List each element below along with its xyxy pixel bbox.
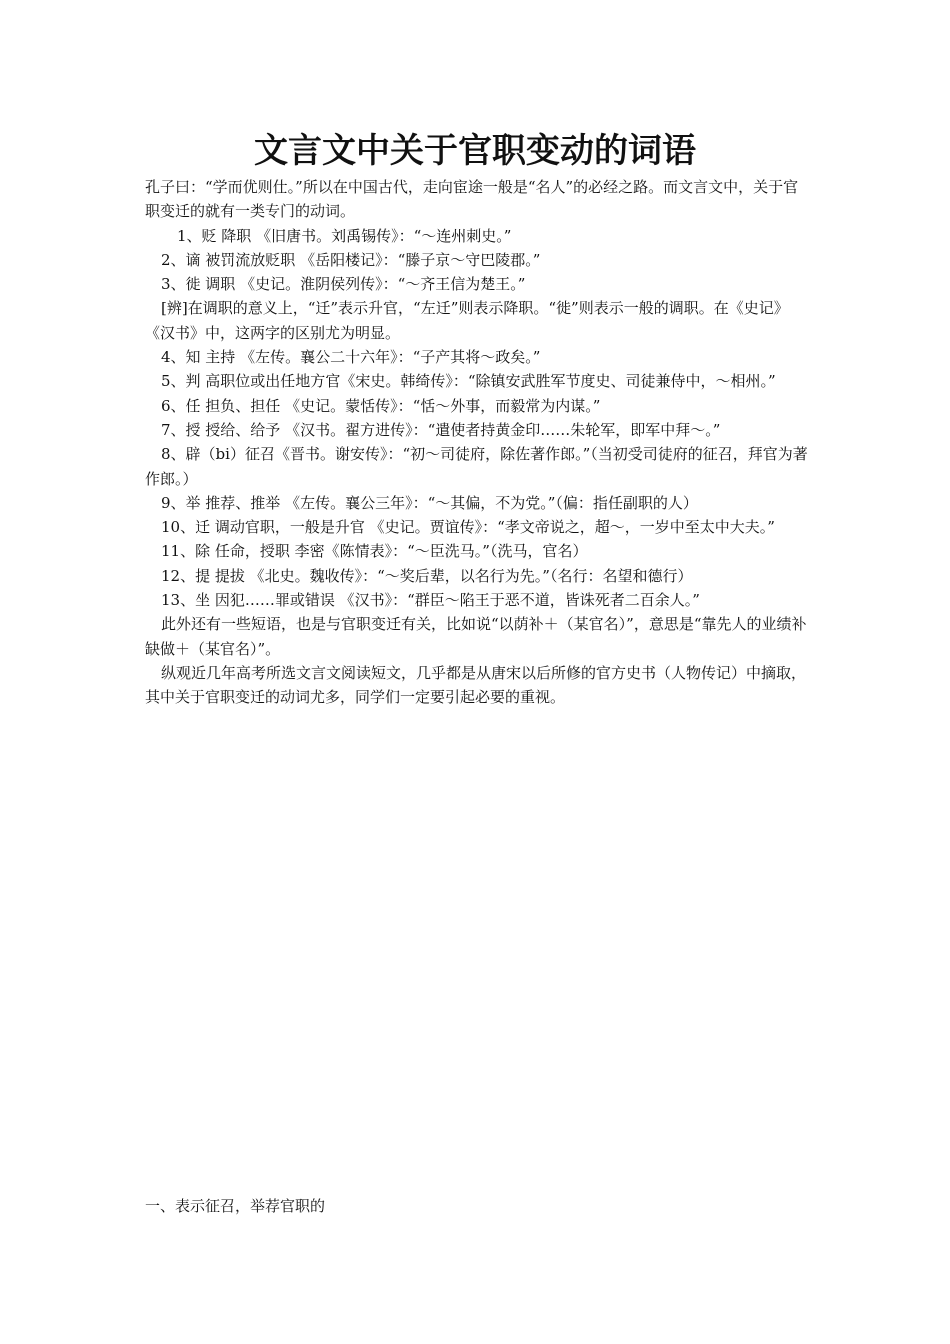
list-item-1: 1、贬 降职 《旧唐书。刘禹锡传》：“～连州刺史。” [177, 226, 512, 245]
list-item-3: 3、徙 调职 《史记。淮阴侯列传》：“～齐王信为楚王。” [161, 275, 526, 294]
list-item-13: 13、坐 因犯……罪或错误 《汉书》：“群臣～陷王于恶不道，皆诛死者二百余人。” [161, 591, 700, 610]
document-body [145, 175, 810, 710]
phrases-paragraph: 此外还有一些短语，也是与官职变迁有关，比如说“以荫补＋（某官名）”，意思是“靠先人的业绩补缺做＋（某官名）”。 [145, 615, 807, 658]
list-item-8: 8、辟（bi）征召《晋书。谢安传》：“初～司徒府，除佐著作郎。”（当初受司徒府的征召，拜官为著作郎。） [145, 445, 808, 488]
list-item-4: 4、知 主持 《左传。襄公二十六年》：“子产其将～政矣。” [161, 348, 541, 367]
list-item-7: 7、授 授给、给予 《汉书。翟方进传》：“遣使者持黄金印……朱轮军，即军中拜～。” [161, 420, 721, 439]
list-item-9: 9、举 推荐、推举 《左传。襄公三年》：“～其偏，不为党。”（偏：指任副职的人） [161, 493, 698, 512]
conclusion-paragraph: 纵观近几年高考所选文言文阅读短文，几乎都是从唐宋以后所修的官方史书（人物传记）中摘取，其中关于官职变迁的动词尤多，同学们一定要引起必要的重视。 [145, 663, 807, 707]
list-item-6: 6、任 担负、担任 《史记。蒙恬传》：“恬～外事，而毅常为内谋。” [161, 396, 601, 415]
list-item-10: 10、迁 调动官职，一般是升官 《史记。贾谊传》：“孝文帝说之，超～，一岁中至太中大夫。” [161, 518, 775, 537]
list-item-11: 11、除 任命，授职 李密《陈情表》：“～臣洗马。”（洗马，官名） [161, 542, 588, 561]
list-item-2: 2、谪 被罚流放贬职 《岳阳楼记》：“滕子京～守巴陵郡。” [161, 250, 541, 269]
intro-paragraph: 孔子曰：“学而优则仕。”所以在中国古代，走向宦途一般是“名人”的必经之路。而文言文中，关于官职变迁的就有一类专门的动词。 [145, 178, 799, 221]
section-heading: 一、表示征召，举荐官职的 [145, 1197, 326, 1215]
list-item-5: 5、判 高职位或出任地方官《宋史。韩绮传》：“除镇安武胜军节度史、司徒兼侍中，～相州。” [161, 372, 776, 391]
note-paragraph: [辨]在调职的意义上，“迁”表示升官，“左迁”则表示降职。“徙”则表示一般的调职。在《史记》《汉书》中，这两字的区别尤为明显。 [145, 299, 789, 342]
document-title: 文言文中关于官职变动的词语 [254, 131, 696, 171]
list-item-12: 12、提 提拔 《北史。魏收传》：“～奖后辈，以名行为先。”（名行：名望和德行） [161, 566, 693, 585]
